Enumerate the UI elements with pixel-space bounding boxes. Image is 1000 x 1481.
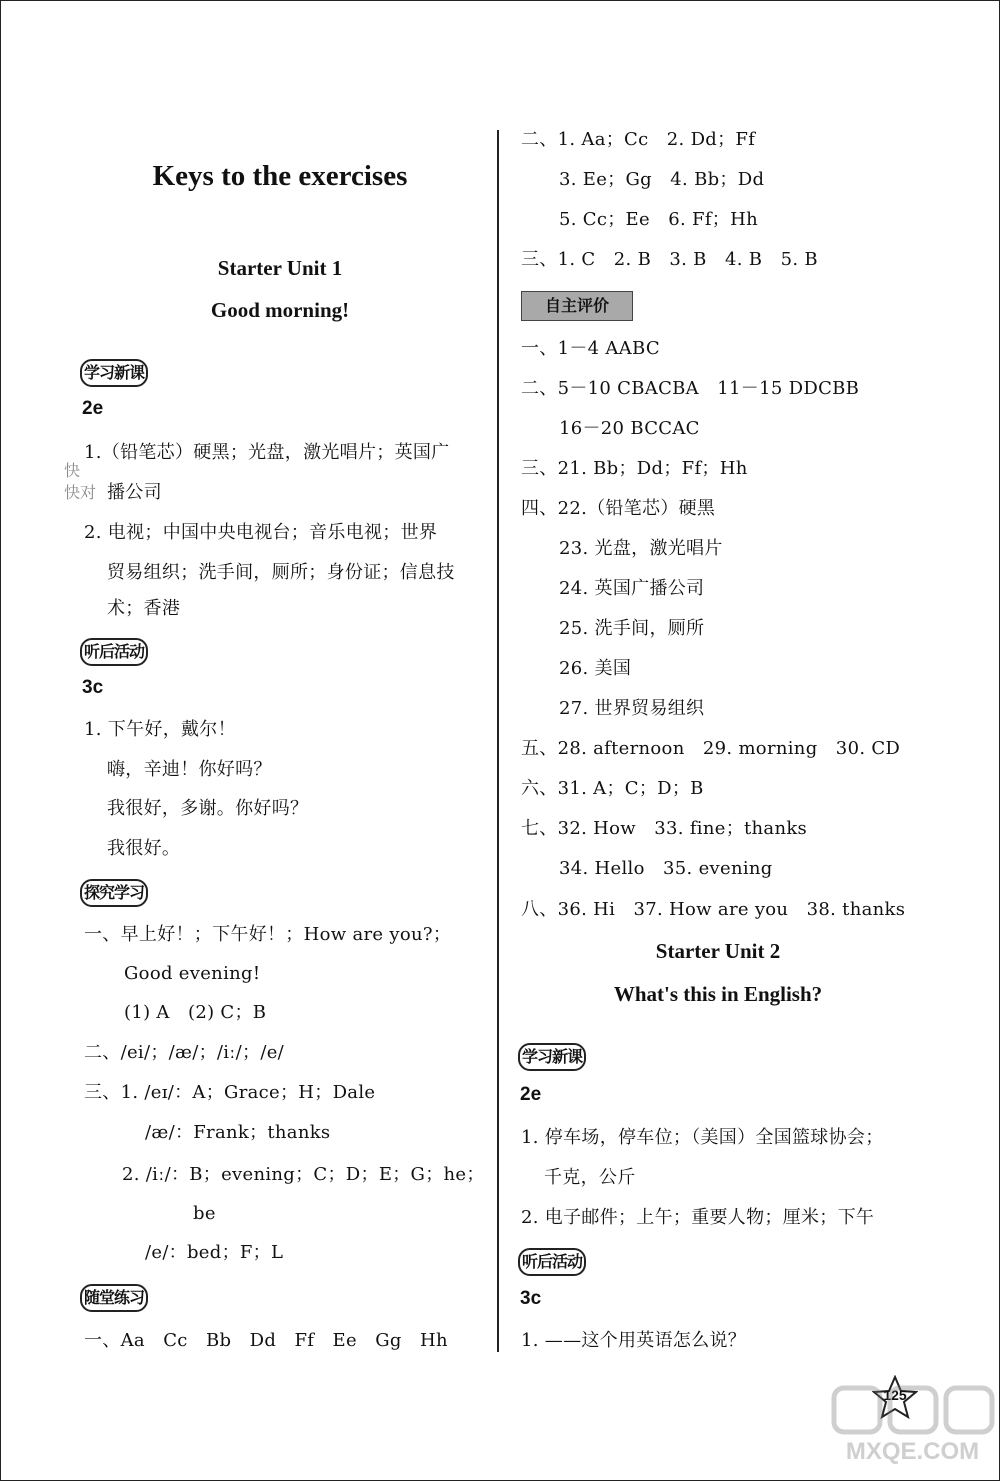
answer-line: 术；香港 [107, 598, 181, 619]
answer-line: 三、1. C 2. B 3. B 4. B 5. B [521, 249, 818, 270]
faint-overlay-text: 快 [64, 461, 81, 480]
answer-line: 七、32. How 33. fine；thanks [521, 818, 808, 839]
answer-line: 25. 洗手间，厕所 [559, 618, 705, 639]
exercise-label-2e: 2e [520, 1084, 542, 1105]
answer-line: 一、1－4 AABC [521, 338, 660, 359]
answer-line: 三、21. Bb；Dd；Ff；Hh [521, 458, 748, 479]
unit-title: Good morning! [210, 298, 350, 322]
answer-line: 1. 下午好，戴尔！ [84, 719, 236, 740]
answer-line: 26. 美国 [559, 658, 632, 679]
answer-line: 3. Ee；Gg 4. Bb；Dd [559, 169, 765, 190]
answer-line: 2. /iː/：B；evening；C；D；E；G；he； [122, 1164, 485, 1185]
answer-line: /e/：bed；F；L [145, 1242, 284, 1263]
answer-line: be [193, 1203, 216, 1224]
answer-line: (1) A (2) C；B [124, 1002, 267, 1023]
answer-line: 5. Cc；Ee 6. Ff；Hh [559, 209, 758, 230]
answer-line: 嗨，辛迪！你好吗？ [107, 759, 272, 780]
section-tag-tanjiu: 探究学习 [80, 879, 148, 907]
answer-line: 千克，公斤 [544, 1167, 636, 1188]
section-tag-xuexi: 学习新课 [80, 359, 148, 387]
watermark-logo [830, 1380, 995, 1470]
answer-line: 1. ——这个用英语怎么说？ [521, 1330, 747, 1351]
answer-line: 23. 光盘，激光唱片 [559, 538, 723, 559]
section-tag-tinghou: 听后活动 [518, 1248, 586, 1276]
answer-line: 播公司 [107, 482, 162, 503]
answer-line: 三、1. /eɪ/：A；Grace；H；Dale [84, 1082, 376, 1103]
faint-overlay-text: 快对 [64, 483, 97, 502]
exercise-label-3c: 3c [520, 1288, 542, 1309]
section-badge-zizhu: 自主评价 [521, 291, 633, 321]
answer-line: 我很好。 [107, 838, 181, 859]
section-tag-xuexi: 学习新课 [518, 1043, 586, 1071]
column-divider [497, 130, 499, 1352]
watermark-text: MXQE.COM [845, 1438, 980, 1465]
exercise-label-3c: 3c [82, 677, 104, 698]
answer-line: 五、28. afternoon 29. morning 30. CD [521, 738, 901, 759]
answer-line: Good evening! [124, 963, 261, 984]
answer-line: 一、早上好！；下午好！；How are you?； [84, 924, 452, 945]
answer-line: 24. 英国广播公司 [559, 578, 705, 599]
unit-heading: Starter Unit 1 [217, 256, 343, 280]
answer-line: 1.（铅笔芯）硬黑；光盘，激光唱片；英国广 [84, 442, 450, 463]
answer-line: 2. 电视；中国中央电视台；音乐电视；世界 [84, 522, 438, 543]
answer-line: 二、5－10 CBACBA 11－15 DDCBB [521, 378, 860, 399]
answer-line: 六、31. A；C；D；B [521, 778, 704, 799]
answer-line: 四、22.（铅笔芯）硬黑 [521, 498, 716, 519]
answer-line: 二、1. Aa；Cc 2. Dd；Ff [521, 129, 756, 150]
page-title: Keys to the exercises [152, 160, 408, 192]
answer-line: 1. 停车场，停车位；（美国）全国篮球协会； [521, 1127, 884, 1148]
answer-line: 贸易组织；洗手间，厕所；身份证；信息技 [107, 562, 455, 583]
exercise-label-2e: 2e [82, 398, 104, 419]
watermark-icon [830, 1380, 995, 1440]
answer-line: 27. 世界贸易组织 [559, 698, 705, 719]
answer-line: /æ/：Frank；thanks [145, 1122, 331, 1143]
answer-line: 八、36. Hi 37. How are you 38. thanks [521, 899, 906, 920]
answer-line: 34. Hello 35. evening [559, 858, 773, 879]
section-tag-suitang: 随堂练习 [80, 1284, 148, 1312]
answer-line: 一、Aa Cc Bb Dd Ff Ee Gg Hh [84, 1330, 448, 1351]
answer-line: 2. 电子邮件；上午；重要人物；厘米；下午 [521, 1207, 875, 1228]
section-tag-tinghou: 听后活动 [80, 638, 148, 666]
answer-line: 二、/ei/；/æ/；/iː/；/e/ [84, 1042, 285, 1063]
page-number-text: 125 [883, 1387, 907, 1403]
answer-line: 我很好，多谢。你好吗？ [107, 798, 309, 819]
unit-title: What's this in English? [613, 982, 823, 1006]
answer-line: 16－20 BCCAC [559, 418, 700, 439]
unit-heading: Starter Unit 2 [655, 939, 781, 963]
